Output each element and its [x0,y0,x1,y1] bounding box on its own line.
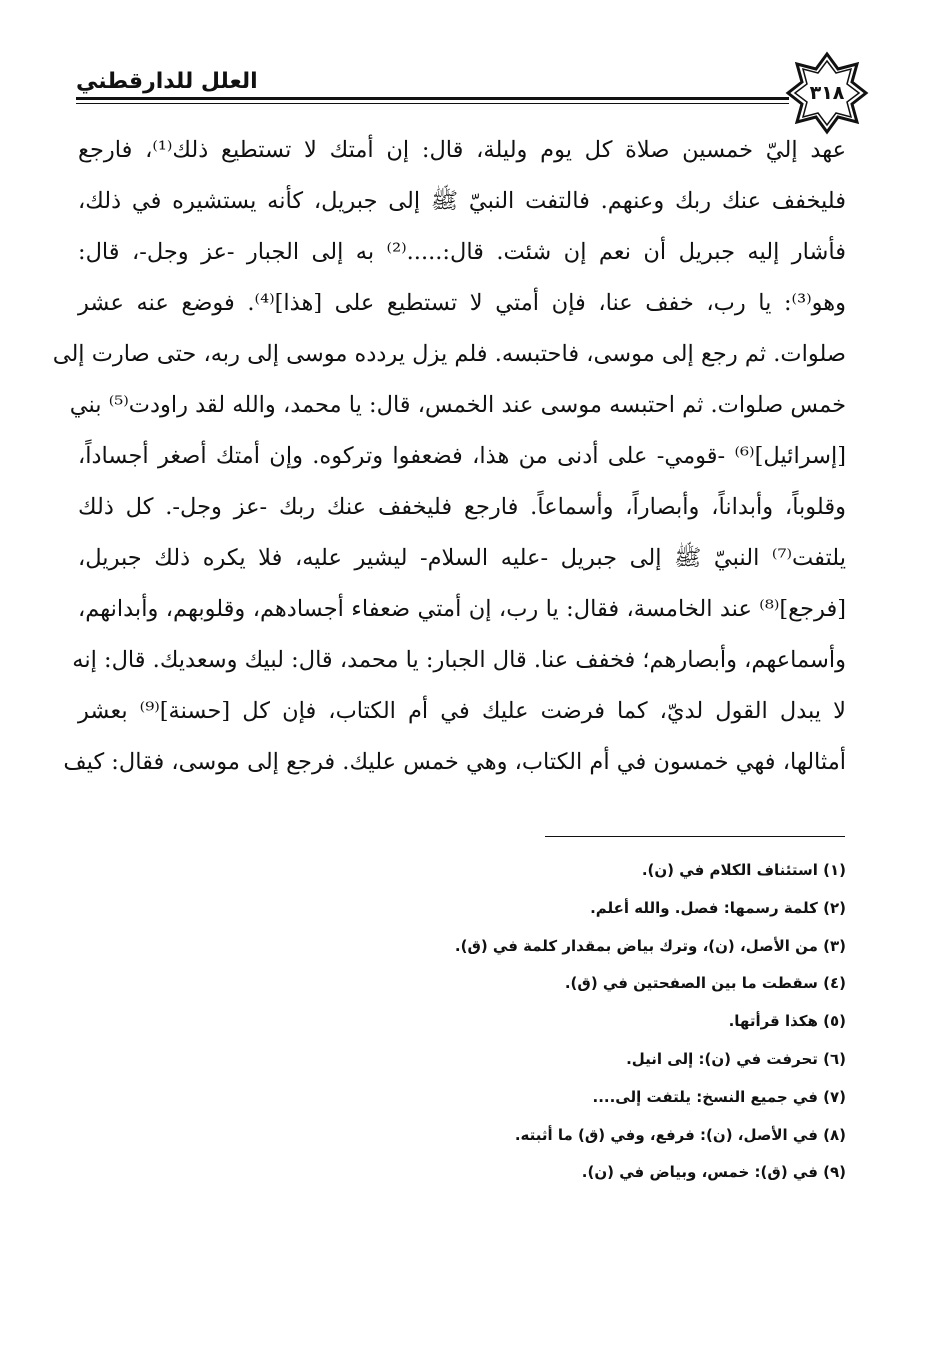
text-line: [فرجع]⁽⁸⁾ عند الخامسة، فقال: يا رب، إن أمتي ضعفاء أجسادهم، وقلوبهم، وأبدانهم، [78,596,846,622]
text-line: [إسرائيل]⁽⁶⁾ -قومي- على أدنى من هذا، فضعفوا وتركوه. وإن أمتك أصغر أجساداً، [78,443,846,469]
text-line: عهد إليّ خمسين صلاة كل يوم وليلة، قال: إن أمتك لا تستطيع ذلك⁽¹⁾، فارجع [78,137,846,163]
footnote: (١) استئناف الكلام في (ن). [641,861,846,879]
text-line: فأشار إليه جبريل أن نعم إن شئت. قال:.....⁽²⁾ به إلى الجبار -عز وجل-، قال: [78,239,846,265]
header-rule [76,97,789,100]
footnote: (٩) في (ق): خمس، وبياض في (ن). [581,1163,846,1182]
footnote: (٧) في جميع النسخ: يلتفت إلى.... [592,1087,846,1106]
text-line: وقلوباً، وأبداناً، وأبصاراً، وأسماعاً. فارجع فليخفف عنك ربك -عز وجل-. كل ذلك [78,494,846,520]
text-line: يلتفت⁽⁷⁾ النبيّ ﷺ إلى جبريل -عليه السلام- ليشير عليه، فلا يكره ذلك جبريل، [78,545,846,571]
footnote-separator [545,836,845,837]
page-number: ٣١٨ [809,82,845,104]
footnote: (٨) في الأصل، (ن): فرفع، وفي (ق) ما أثبته. [514,1125,846,1144]
footnotes [440,852,846,1192]
footnote: (٤) سقطت ما بين الصفحتين في (ق). [564,974,846,993]
text-line: أمثالها، فهي خمسون في أم الكتاب، وهي خمس عليك. فرجع إلى موسى، فقال: كيف [63,749,846,775]
text-line: فليخفف عنك ربك وعنهم. فالتفت النبيّ ﷺ إلى جبريل، كأنه يستشيره في ذلك، [78,188,846,214]
text-line: وهو⁽³⁾: يا رب، خفف عنا، فإن أمتي لا تستطيع على [هذا]⁽⁴⁾. فوضع عنه عشر [78,290,846,316]
text-line: لا يبدل القول لديّ، كما فرضت عليك في أم الكتاب، فإن كل [حسنة]⁽⁹⁾ بعشر [78,698,846,724]
text-line: صلوات. ثم رجع إلى موسى، فاحتبسه. فلم يزل يردده موسى إلى ربه، حتى صارت إلى [52,341,846,367]
text-line: خمس صلوات. ثم احتبسه موسى عند الخمس، قال: يا محمد، والله لقد راودت⁽⁵⁾ بني [69,392,846,418]
footnote: (٥) هكذا قرأتها. [728,1012,846,1031]
footnote: (٣) من الأصل، (ن)، وترك بياض بمقدار كلمة في (ق). [454,936,846,955]
body-text [52,125,846,788]
running-title: العلل للدارقطني [76,69,258,94]
text-line: وأسماعهم، وأبصارهم؛ فخفف عنا. قال الجبار: يا محمد، قال: لبيك وسعديك. قال: إنه [72,647,846,673]
footnote: (٢) كلمة رسمها: فصل. والله أعلم. [590,898,846,917]
header-rule-thin [76,103,789,104]
page-number-badge [786,52,868,134]
footnote: (٦) تحرفت في (ن): إلى انيل. [626,1049,846,1068]
